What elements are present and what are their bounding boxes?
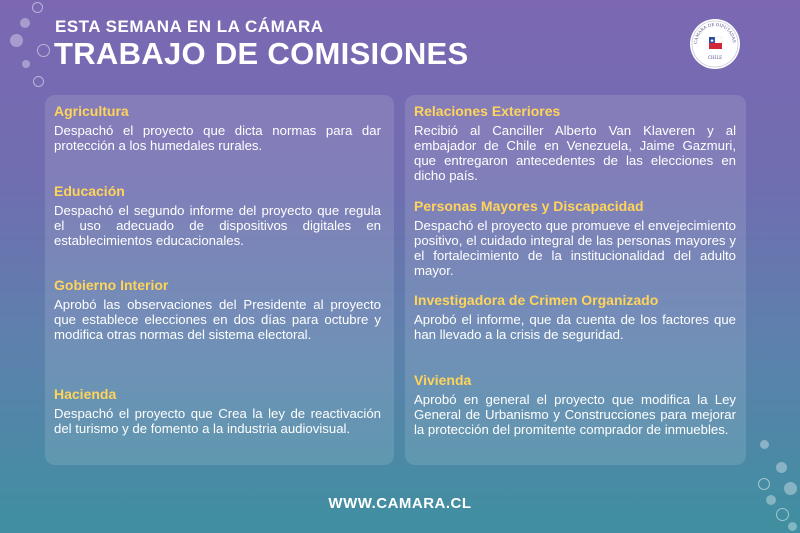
commission-personas-mayores [414,198,736,278]
chamber-seal-icon [689,18,741,70]
commission-hacienda [54,386,381,436]
commission-relaciones-exteriores [414,103,736,183]
seal-country-label: CHILE [707,55,723,60]
commission-heading: Hacienda [54,386,117,402]
commission-heading: Agricultura [54,103,129,119]
website-url[interactable]: WWW.CAMARA.CL [328,495,472,512]
commission-heading: Educación [54,183,125,199]
svg-text:CÁMARA DE DIPUTADAS Y DIPUTADO: CÁMARA DE DIPUTADAS [692,21,737,45]
page-title: TRABAJO DE COMISIONES [54,36,469,71]
commission-heading: Personas Mayores y Discapacidad [414,198,644,214]
commission-gobierno-interior [54,277,381,342]
commission-heading: Investigadora de Crimen Organizado [414,292,659,308]
commission-summary: Despachó el proyecto que dicta normas para dar protección a los humedales rurales. [54,123,381,153]
header-kicker: ESTA SEMANA EN LA CÁMARA [55,17,324,36]
commission-summary: Recibió al Canciller Alberto Van Klaveren y al embajador de Chile en Venezuela, Jaime Gazmuri, que entregaron antecedentes de las elecciones en dicho país. [414,123,736,183]
commission-agricultura [54,103,381,153]
commission-vivienda [414,372,736,437]
commission-summary: Despachó el proyecto que Crea la ley de reactivación del turismo y de fomento a la industria audiovisual. [54,406,381,436]
commission-summary: Despachó el segundo informe del proyecto que regula el uso adecuado de dispositivos digitales en establecimientos educacionales. [54,203,381,248]
commission-crimen-organizado [414,292,736,342]
left-commission-panel [45,95,394,465]
commission-summary: Aprobó las observaciones del Presidente al proyecto que establece elecciones en dos días para octubre y modifica otras normas del sistema electoral. [54,297,381,342]
commission-summary: Aprobó el informe, que da cuenta de los factores que han llevado a la crisis de seguridad. [414,312,736,342]
commission-heading: Gobierno Interior [54,277,169,293]
commission-summary: Aprobó en general el proyecto que modifica la Ley General de Urbanismo y Construcciones para mejorar la protección del promitente comprador de inmuebles. [414,392,736,437]
commission-educacion [54,183,381,248]
commission-heading: Vivienda [414,372,472,388]
commission-heading: Relaciones Exteriores [414,103,561,119]
right-commission-panel [405,95,746,465]
commission-summary: Despachó el proyecto que promueve el envejecimiento positivo, el cuidado integral de las personas mayores y el fortalecimiento de la institucionalidad del adulto mayor. [414,218,736,278]
